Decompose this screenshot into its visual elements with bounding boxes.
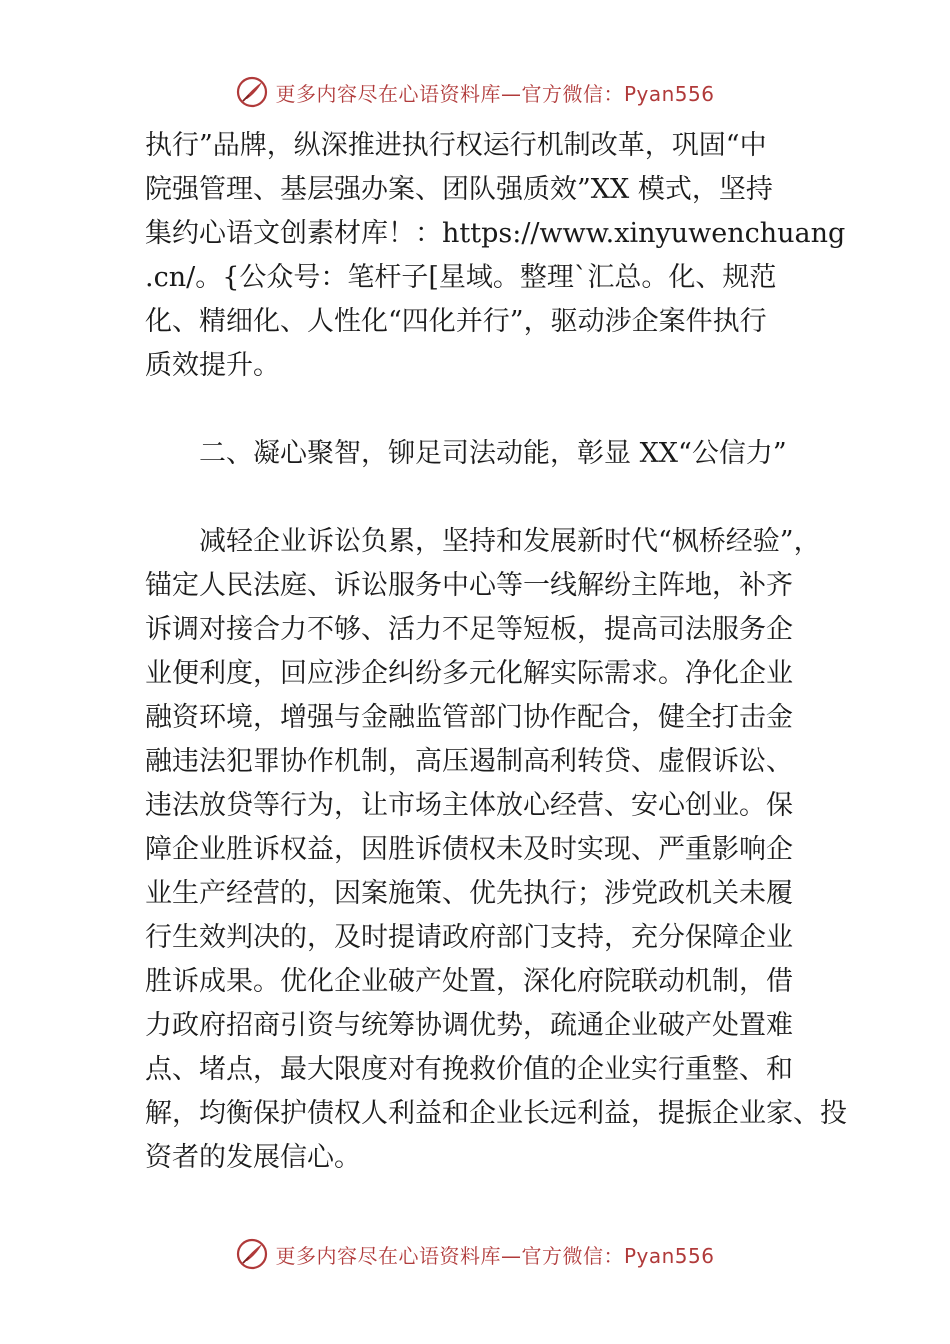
text-line: 障企业胜诉权益，因胜诉债权未及时实现、严重影响企 xyxy=(145,834,793,865)
footer-banner-text: 更多内容尽在心语资料库—官方微信：Pyan556 xyxy=(275,1243,715,1268)
text-line: 解，均衡保护债权人利益和企业长远利益，提振企业家、投 xyxy=(145,1098,847,1129)
text-line: 资者的发展信心。 xyxy=(145,1142,361,1173)
section-heading: 二、凝心聚智，铆足司法动能，彰显 XX“公信力” xyxy=(199,438,787,469)
text-line: 执行”品牌，纵深推进执行权运行机制改革，巩固“中 xyxy=(145,130,767,161)
text-line: 违法放贷等行为，让市场主体放心经营、安心创业。保 xyxy=(145,790,793,821)
paragraph-2 xyxy=(145,520,847,1180)
feather-pen-logo-icon xyxy=(235,75,269,109)
header-banner-text: 更多内容尽在心语资料库—官方微信：Pyan556 xyxy=(275,81,715,106)
text-line: 胜诉成果。优化企业破产处置，深化府院联动机制，借 xyxy=(145,966,793,997)
text-line: 融违法犯罪协作机制，高压遏制高利转贷、虚假诉讼、 xyxy=(145,746,793,777)
text-line: 减轻企业诉讼负累，坚持和发展新时代“枫桥经验”， xyxy=(199,526,821,557)
header-banner xyxy=(0,70,950,114)
paragraph-1 xyxy=(145,124,846,388)
text-line: 点、堵点，最大限度对有挽救价值的企业实行重整、和 xyxy=(145,1054,793,1085)
text-line: .cn/。{公众号：笔杆子[星域。整理`汇总。化、规范 xyxy=(145,262,777,293)
text-line: 集约心语文创素材库！：https://www.xinyuwenchuang xyxy=(145,218,846,249)
feather-pen-logo-icon xyxy=(235,1237,269,1271)
text-line: 化、精细化、人性化“四化并行”，驱动涉企案件执行 xyxy=(145,306,767,337)
footer-banner xyxy=(0,1232,950,1276)
text-line: 业生产经营的，因案施策、优先执行；涉党政机关未履 xyxy=(145,878,793,909)
document-body xyxy=(145,124,847,1180)
text-line: 业便利度，回应涉企纠纷多元化解实际需求。净化企业 xyxy=(145,658,793,689)
text-line: 锚定人民法庭、诉讼服务中心等一线解纷主阵地，补齐 xyxy=(145,570,793,601)
text-line: 诉调对接合力不够、活力不足等短板，提高司法服务企 xyxy=(145,614,793,645)
text-line: 融资环境，增强与金融监管部门协作配合，健全打击金 xyxy=(145,702,793,733)
text-line: 行生效判决的，及时提请政府部门支持，充分保障企业 xyxy=(145,922,793,953)
text-line: 力政府招商引资与统筹协调优势，疏通企业破产处置难 xyxy=(145,1010,793,1041)
text-line: 院强管理、基层强办案、团队强质效”XX 模式，坚持 xyxy=(145,174,773,205)
text-line: 质效提升。 xyxy=(145,350,280,381)
